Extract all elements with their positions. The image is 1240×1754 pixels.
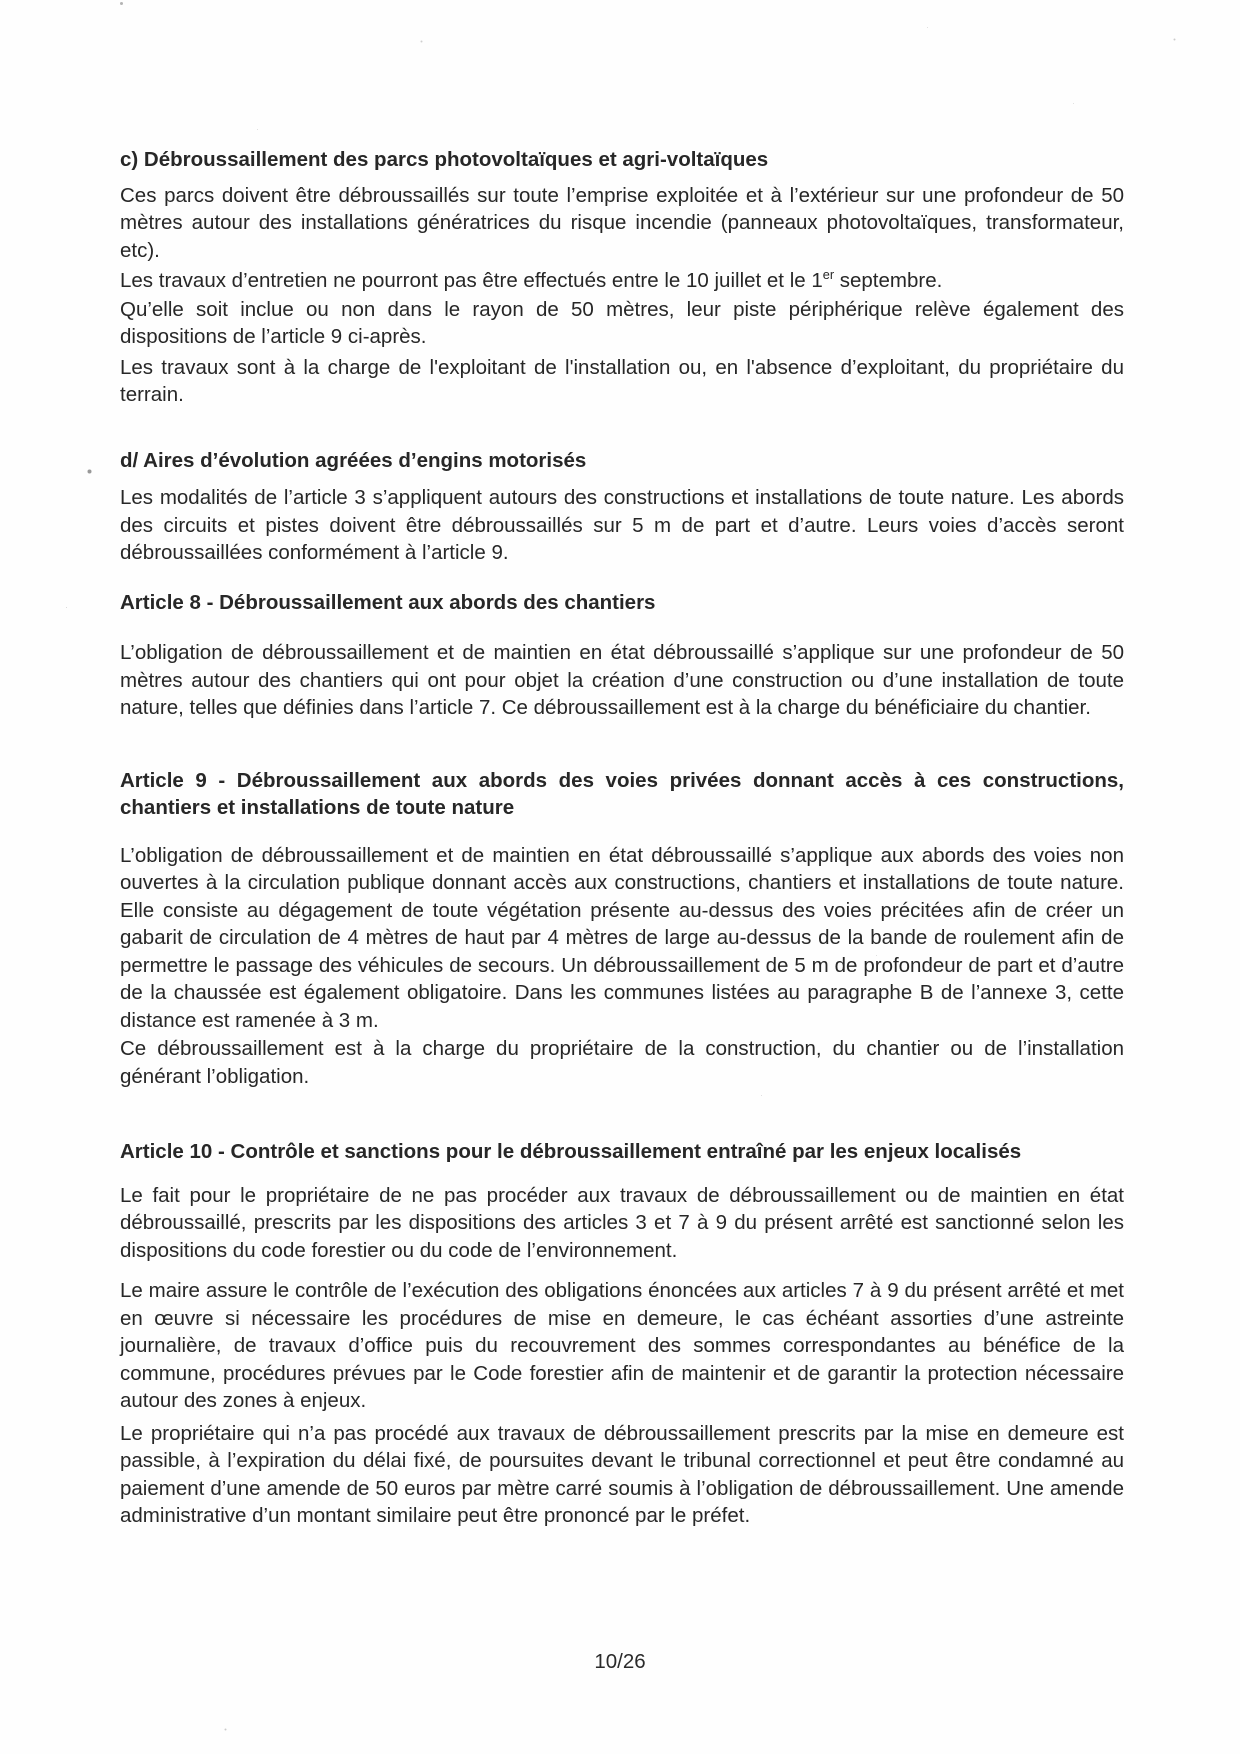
paragraph-charge-exploitant: Les travaux sont à la charge de l'exploitant de l'installation ou, en l'absence d’exploitant, du propriétaire du terrain. <box>120 355 1124 406</box>
page-content <box>120 146 1124 1530</box>
heading-section-c: c) Débroussaillement des parcs photovoltaïques et agri-voltaïques <box>120 148 769 171</box>
paragraph-segment-post: septembre. <box>834 269 943 292</box>
heading-article-9: Article 9 - Débroussaillement aux abords des voies privées donnant accès à ces constructions, chantiers et installations de toute nature <box>120 768 1124 819</box>
paragraph-article-8: L’obligation de débroussaillement et de maintien en état débroussaillé s’applique sur une profondeur de 50 mètres autour des chantiers qui ont pour objet la création d’une construction ou d’une installation de toute nature, telles que définies dans l’article 7. Ce débroussaillement est à la charge du bénéficiaire du chantier. <box>120 641 1124 719</box>
paragraph-article-10-amende: Le propriétaire qui n’a pas procédé aux travaux de débroussaillement prescrits par la mise en demeure est passible, à l’expiration du délai fixé, de poursuites devant le tribunal correctionnel et peut être condamné au paiement d’une amende de 50 euros par mètre carré soumis à l’obligation de débroussaillement. Une amende administrative d’un montant similaire peut être prononcé par le préfet. <box>120 1421 1124 1527</box>
heading-article-8: Article 8 - Débroussaillement aux abords des chantiers <box>120 590 656 614</box>
paragraph-piste-peripherique: Qu’elle soit inclue ou non dans le rayon de 50 mètres, leur piste périphérique relève également des dispositions de l’article 9 ci-après. <box>120 297 1124 348</box>
paragraph-segment-pre: Les travaux d’entretien ne pourront pas être effectués entre le 10 juillet et le 1 <box>120 269 823 292</box>
page-number: 10/26 <box>594 1650 646 1673</box>
heading-section-d: d/ Aires d’évolution agréées d’engins motorisés <box>120 448 587 472</box>
paragraph-aires-evolution: Les modalités de l’article 3 s’appliquent autours des constructions et installations de toute nature. Les abords des circuits et pistes doivent être débroussaillés sur 5 m de part et d’autre. Leurs voies d’accès seront débroussaillées conformément à l’article 9. <box>120 486 1124 564</box>
paragraph-parcs-photovoltaiques: Ces parcs doivent être débroussaillés sur toute l’emprise exploitée et à l’extérieur sur une profondeur de 50 mètres autour des installations génératrices du risque incendie (panneaux photovoltaïques, transformateur, etc). <box>120 183 1124 262</box>
paragraph-article-9-charge: Ce débroussaillement est à la charge du propriétaire de la construction, du chantier ou de l’installation générant l’obligation. <box>120 1037 1124 1088</box>
paragraph-travaux-entretien <box>120 267 1124 295</box>
paragraph-article-10-sanction: Le fait pour le propriétaire de ne pas procéder aux travaux de débroussaillement ou de maintien en état débroussaillé, prescrits par les dispositions des articles 3 et 7 à 9 du présent arrêté est sanctionné selon les dispositions du code forestier ou du code de l’environnement. <box>120 1183 1124 1262</box>
paragraph-article-9-obligation: L’obligation de débroussaillement et de maintien en état débroussaillé s’applique aux abords des voies non ouvertes à la circulation publique donnant accès aux constructions, chantiers et installations de toute nature. Elle consiste au dégagement de toute végétation présente au-dessus des voies précitées afin de créer un gabarit de circulation de 4 mètres de haut par 4 mètres de large au-dessus de la bande de roulement afin de permettre le passage des véhicules de secours. Un débroussaillement de 5 m de profondeur de part et d’autre de la chaussée est également obligatoire. Dans les communes listées au paragraphe B de l’annexe 3, cette distance est ramenée à 3 m. <box>120 843 1124 1032</box>
scan-noise <box>120 2 123 5</box>
heading-article-10: Article 10 - Contrôle et sanctions pour le débroussaillement entraîné par les enjeux localisés <box>120 1140 1022 1163</box>
ordinal-superscript: er <box>822 267 835 283</box>
paragraph-article-10-maire: Le maire assure le contrôle de l’exécution des obligations énoncées aux articles 7 à 9 du présent arrêté et met en œuvre si nécessaire les procédures de mise en demeure, le cas échéant assorties d’une astreinte journalière, de travaux d’office puis du recouvrement des sommes correspondantes au bénéfice de la commune, procédures prévues par le Code forestier afin de maintenir et de garantir la protection nécessaire autour des zones à enjeux. <box>120 1279 1124 1412</box>
